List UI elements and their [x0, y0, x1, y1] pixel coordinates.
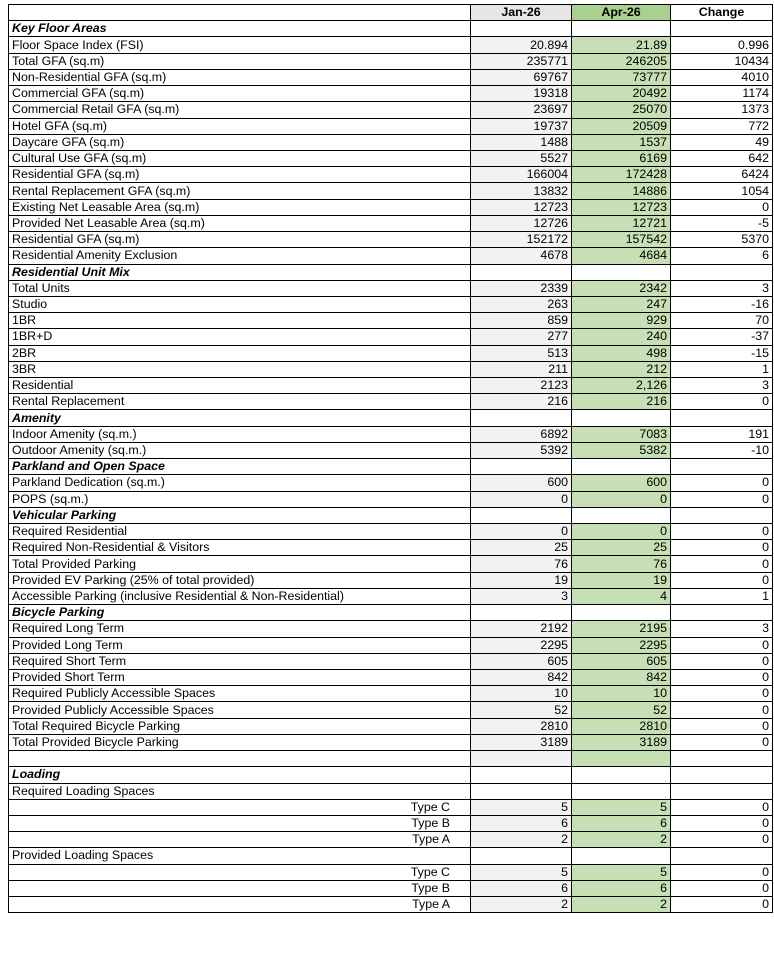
jan-26-value: 600 — [471, 475, 572, 491]
table-row — [9, 475, 773, 491]
change-value: 3 — [671, 621, 773, 637]
change-value: 0 — [671, 199, 773, 215]
apr-26-value: 7083 — [572, 426, 671, 442]
apr-26-value: 25070 — [572, 102, 671, 118]
apr-26-value: 0 — [572, 524, 671, 540]
jan-26-value: 2339 — [471, 280, 572, 296]
jan-26-value: 13832 — [471, 183, 572, 199]
row-label: Provided Publicly Accessible Spaces — [9, 702, 471, 718]
change-value: -5 — [671, 215, 773, 231]
change-value: 1174 — [671, 86, 773, 102]
change-value: -10 — [671, 442, 773, 458]
section-header-row — [9, 767, 773, 783]
jan-26-value: 19737 — [471, 118, 572, 134]
apr-26-value: 605 — [572, 653, 671, 669]
table-row — [9, 69, 773, 85]
apr-26-value: 5382 — [572, 442, 671, 458]
jan-26-value: 23697 — [471, 102, 572, 118]
jan-26-value: 277 — [471, 329, 572, 345]
change-value: 1 — [671, 361, 773, 377]
row-label: Hotel GFA (sq.m) — [9, 118, 471, 134]
table-row — [9, 361, 773, 377]
change-value: 0 — [671, 815, 773, 831]
table-row — [9, 442, 773, 458]
header-label-cell — [9, 5, 471, 21]
row-label: Total Provided Parking — [9, 556, 471, 572]
apr-26-value: 2 — [572, 832, 671, 848]
change-value: 191 — [671, 426, 773, 442]
table-row — [9, 280, 773, 296]
subheading-label: Required Loading Spaces — [9, 783, 471, 799]
table-row — [9, 296, 773, 312]
table-row — [9, 718, 773, 734]
row-label: Type C — [9, 864, 471, 880]
change-value: 0 — [671, 734, 773, 750]
jan-26-value: 19318 — [471, 86, 572, 102]
row-label: Daycare GFA (sq.m) — [9, 134, 471, 150]
row-label: Type C — [9, 799, 471, 815]
apr-26-value: 498 — [572, 345, 671, 361]
table-row — [9, 653, 773, 669]
jan-26-value: 76 — [471, 556, 572, 572]
apr-26-value: 172428 — [572, 167, 671, 183]
jan-26-value: 10 — [471, 686, 572, 702]
jan-26-value: 211 — [471, 361, 572, 377]
header-jan-26: Jan-26 — [471, 5, 572, 21]
change-value: 70 — [671, 313, 773, 329]
table-row — [9, 799, 773, 815]
change-value: 0 — [671, 491, 773, 507]
row-label: Required Short Term — [9, 653, 471, 669]
jan-26-value: 2123 — [471, 378, 572, 394]
change-value: 0 — [671, 880, 773, 896]
row-label: Provided Short Term — [9, 669, 471, 685]
jan-26-value: 513 — [471, 345, 572, 361]
row-label: Type A — [9, 897, 471, 913]
row-label: Rental Replacement GFA (sq.m) — [9, 183, 471, 199]
jan-26-value: 1488 — [471, 134, 572, 150]
change-value: 49 — [671, 134, 773, 150]
table-row — [9, 86, 773, 102]
row-label: Cultural Use GFA (sq.m) — [9, 150, 471, 166]
apr-26-value: 6 — [572, 880, 671, 896]
empty-cell — [671, 507, 773, 523]
section-header-row — [9, 605, 773, 621]
jan-26-value: 2192 — [471, 621, 572, 637]
change-value: 0 — [671, 572, 773, 588]
change-value: 1054 — [671, 183, 773, 199]
table-row — [9, 815, 773, 831]
section-title: Bicycle Parking — [9, 605, 471, 621]
table-row — [9, 53, 773, 69]
apr-26-value: 2342 — [572, 280, 671, 296]
jan-26-value: 6892 — [471, 426, 572, 442]
apr-26-value: 10 — [572, 686, 671, 702]
section-title: Vehicular Parking — [9, 507, 471, 523]
apr-26-value: 212 — [572, 361, 671, 377]
row-label: Residential GFA (sq.m) — [9, 232, 471, 248]
apr-26-value: 5 — [572, 799, 671, 815]
empty-cell — [9, 751, 471, 767]
change-value: 0 — [671, 540, 773, 556]
empty-cell — [471, 751, 572, 767]
empty-cell — [671, 459, 773, 475]
row-label: 3BR — [9, 361, 471, 377]
table-row — [9, 248, 773, 264]
apr-26-value: 216 — [572, 394, 671, 410]
jan-26-value: 235771 — [471, 53, 572, 69]
row-label: Accessible Parking (inclusive Residential & Non-Residential) — [9, 588, 471, 604]
table-body — [9, 5, 773, 913]
jan-26-value: 842 — [471, 669, 572, 685]
change-value: 0 — [671, 653, 773, 669]
jan-26-value: 263 — [471, 296, 572, 312]
change-value: 0 — [671, 637, 773, 653]
comparison-table — [8, 4, 773, 913]
row-label: Required Long Term — [9, 621, 471, 637]
change-value: 0 — [671, 702, 773, 718]
apr-26-value: 6 — [572, 815, 671, 831]
change-value: 5370 — [671, 232, 773, 248]
apr-26-value: 2295 — [572, 637, 671, 653]
row-label: Type A — [9, 832, 471, 848]
empty-cell — [671, 605, 773, 621]
table-row — [9, 864, 773, 880]
table-row — [9, 345, 773, 361]
change-value: 0 — [671, 832, 773, 848]
apr-26-value: 842 — [572, 669, 671, 685]
apr-26-value: 0 — [572, 491, 671, 507]
header-change: Change — [671, 5, 773, 21]
section-header-row — [9, 507, 773, 523]
row-label: Residential Amenity Exclusion — [9, 248, 471, 264]
jan-26-value: 2295 — [471, 637, 572, 653]
section-header-row — [9, 410, 773, 426]
empty-cell — [572, 21, 671, 37]
jan-26-value: 2 — [471, 832, 572, 848]
row-label: Required Publicly Accessible Spaces — [9, 686, 471, 702]
jan-26-value: 3 — [471, 588, 572, 604]
change-value: 0 — [671, 897, 773, 913]
empty-cell — [572, 848, 671, 864]
table-row — [9, 491, 773, 507]
apr-26-value: 12723 — [572, 199, 671, 215]
jan-26-value: 52 — [471, 702, 572, 718]
apr-26-value: 600 — [572, 475, 671, 491]
table-row — [9, 426, 773, 442]
empty-cell — [471, 21, 572, 37]
row-label: Type B — [9, 880, 471, 896]
row-label: Required Residential — [9, 524, 471, 540]
change-value: 0 — [671, 718, 773, 734]
jan-26-value: 5 — [471, 864, 572, 880]
table-row — [9, 378, 773, 394]
row-label: Outdoor Amenity (sq.m.) — [9, 442, 471, 458]
empty-cell — [671, 751, 773, 767]
row-label: Residential GFA (sq.m) — [9, 167, 471, 183]
apr-26-value: 21.89 — [572, 37, 671, 53]
table-row — [9, 702, 773, 718]
apr-26-value: 2195 — [572, 621, 671, 637]
empty-cell — [471, 410, 572, 426]
jan-26-value: 3189 — [471, 734, 572, 750]
change-value: 1 — [671, 588, 773, 604]
jan-26-value: 0 — [471, 491, 572, 507]
apr-26-value: 73777 — [572, 69, 671, 85]
empty-cell — [471, 767, 572, 783]
table-row — [9, 686, 773, 702]
table-row — [9, 313, 773, 329]
table-row — [9, 329, 773, 345]
apr-26-value: 247 — [572, 296, 671, 312]
apr-26-value: 2 — [572, 897, 671, 913]
table-row — [9, 880, 773, 896]
row-label: Indoor Amenity (sq.m.) — [9, 426, 471, 442]
row-label: Provided EV Parking (25% of total provided) — [9, 572, 471, 588]
change-value: 1373 — [671, 102, 773, 118]
subheading-row — [9, 783, 773, 799]
empty-cell — [572, 767, 671, 783]
jan-26-value: 216 — [471, 394, 572, 410]
empty-cell — [572, 507, 671, 523]
apr-26-value: 4 — [572, 588, 671, 604]
empty-cell — [471, 459, 572, 475]
apr-26-value: 20509 — [572, 118, 671, 134]
apr-26-value: 5 — [572, 864, 671, 880]
jan-26-value: 166004 — [471, 167, 572, 183]
row-label: POPS (sq.m.) — [9, 491, 471, 507]
change-value: -37 — [671, 329, 773, 345]
jan-26-value: 5392 — [471, 442, 572, 458]
change-value: 0 — [671, 799, 773, 815]
row-label: 2BR — [9, 345, 471, 361]
jan-26-value: 4678 — [471, 248, 572, 264]
row-label: Total GFA (sq.m) — [9, 53, 471, 69]
empty-cell — [572, 751, 671, 767]
apr-26-value: 25 — [572, 540, 671, 556]
row-label: Floor Space Index (FSI) — [9, 37, 471, 53]
empty-cell — [572, 264, 671, 280]
change-value: 0 — [671, 556, 773, 572]
empty-cell — [671, 410, 773, 426]
table-row — [9, 102, 773, 118]
empty-cell — [671, 848, 773, 864]
table-row — [9, 897, 773, 913]
table-row — [9, 572, 773, 588]
section-title: Parkland and Open Space — [9, 459, 471, 475]
change-value: 0 — [671, 524, 773, 540]
row-label: Commercial GFA (sq.m) — [9, 86, 471, 102]
empty-cell — [572, 783, 671, 799]
blank-row — [9, 751, 773, 767]
apr-26-value: 157542 — [572, 232, 671, 248]
jan-26-value: 20.894 — [471, 37, 572, 53]
row-label: Parkland Dedication (sq.m.) — [9, 475, 471, 491]
table-row — [9, 556, 773, 572]
jan-26-value: 69767 — [471, 69, 572, 85]
change-value: 0 — [671, 864, 773, 880]
jan-26-value: 859 — [471, 313, 572, 329]
jan-26-value: 12726 — [471, 215, 572, 231]
row-label: Existing Net Leasable Area (sq.m) — [9, 199, 471, 215]
jan-26-value: 6 — [471, 880, 572, 896]
change-value: 6424 — [671, 167, 773, 183]
jan-26-value: 2 — [471, 897, 572, 913]
subheading-label: Provided Loading Spaces — [9, 848, 471, 864]
jan-26-value: 5 — [471, 799, 572, 815]
jan-26-value: 19 — [471, 572, 572, 588]
row-label: Provided Net Leasable Area (sq.m) — [9, 215, 471, 231]
jan-26-value: 152172 — [471, 232, 572, 248]
empty-cell — [671, 264, 773, 280]
row-label: Provided Long Term — [9, 637, 471, 653]
row-label: Total Required Bicycle Parking — [9, 718, 471, 734]
apr-26-value: 19 — [572, 572, 671, 588]
jan-26-value: 12723 — [471, 199, 572, 215]
apr-26-value: 6169 — [572, 150, 671, 166]
apr-26-value: 2,126 — [572, 378, 671, 394]
row-label: Required Non-Residential & Visitors — [9, 540, 471, 556]
change-value: 10434 — [671, 53, 773, 69]
apr-26-value: 20492 — [572, 86, 671, 102]
empty-cell — [572, 410, 671, 426]
table-row — [9, 199, 773, 215]
apr-26-value: 52 — [572, 702, 671, 718]
header-row — [9, 5, 773, 21]
jan-26-value: 0 — [471, 524, 572, 540]
change-value: 0 — [671, 394, 773, 410]
jan-26-value: 2810 — [471, 718, 572, 734]
jan-26-value: 6 — [471, 815, 572, 831]
section-title: Loading — [9, 767, 471, 783]
empty-cell — [572, 459, 671, 475]
section-header-row — [9, 21, 773, 37]
section-title: Key Floor Areas — [9, 21, 471, 37]
change-value: 642 — [671, 150, 773, 166]
header-apr-26: Apr-26 — [572, 5, 671, 21]
change-value: 3 — [671, 280, 773, 296]
empty-cell — [471, 264, 572, 280]
change-value: 0 — [671, 475, 773, 491]
empty-cell — [471, 507, 572, 523]
table-row — [9, 232, 773, 248]
jan-26-value: 605 — [471, 653, 572, 669]
table-row — [9, 669, 773, 685]
section-header-row — [9, 264, 773, 280]
table-row — [9, 394, 773, 410]
table-row — [9, 637, 773, 653]
empty-cell — [471, 848, 572, 864]
apr-26-value: 929 — [572, 313, 671, 329]
apr-26-value: 2810 — [572, 718, 671, 734]
change-value: 0.996 — [671, 37, 773, 53]
empty-cell — [572, 605, 671, 621]
table-row — [9, 524, 773, 540]
section-title: Residential Unit Mix — [9, 264, 471, 280]
apr-26-value: 4684 — [572, 248, 671, 264]
apr-26-value: 76 — [572, 556, 671, 572]
apr-26-value: 12721 — [572, 215, 671, 231]
table-row — [9, 734, 773, 750]
table-row — [9, 621, 773, 637]
apr-26-value: 246205 — [572, 53, 671, 69]
change-value: -16 — [671, 296, 773, 312]
table-row — [9, 150, 773, 166]
row-label: 1BR+D — [9, 329, 471, 345]
empty-cell — [671, 783, 773, 799]
change-value: 0 — [671, 669, 773, 685]
table-row — [9, 832, 773, 848]
change-value: 3 — [671, 378, 773, 394]
row-label: Total Provided Bicycle Parking — [9, 734, 471, 750]
row-label: Commercial Retail GFA (sq.m) — [9, 102, 471, 118]
apr-26-value: 1537 — [572, 134, 671, 150]
table-row — [9, 215, 773, 231]
table-row — [9, 37, 773, 53]
empty-cell — [671, 767, 773, 783]
table-row — [9, 118, 773, 134]
row-label: Studio — [9, 296, 471, 312]
change-value: 0 — [671, 686, 773, 702]
change-value: 772 — [671, 118, 773, 134]
row-label: Type B — [9, 815, 471, 831]
apr-26-value: 240 — [572, 329, 671, 345]
row-label: Total Units — [9, 280, 471, 296]
table-row — [9, 588, 773, 604]
subheading-row — [9, 848, 773, 864]
row-label: 1BR — [9, 313, 471, 329]
empty-cell — [671, 21, 773, 37]
row-label: Residential — [9, 378, 471, 394]
table-row — [9, 167, 773, 183]
empty-cell — [471, 605, 572, 621]
row-label: Non-Residential GFA (sq.m) — [9, 69, 471, 85]
table-row — [9, 540, 773, 556]
apr-26-value: 3189 — [572, 734, 671, 750]
change-value: -15 — [671, 345, 773, 361]
jan-26-value: 25 — [471, 540, 572, 556]
table-row — [9, 183, 773, 199]
table-row — [9, 134, 773, 150]
change-value: 4010 — [671, 69, 773, 85]
section-title: Amenity — [9, 410, 471, 426]
change-value: 6 — [671, 248, 773, 264]
apr-26-value: 14886 — [572, 183, 671, 199]
jan-26-value: 5527 — [471, 150, 572, 166]
empty-cell — [471, 783, 572, 799]
section-header-row — [9, 459, 773, 475]
row-label: Rental Replacement — [9, 394, 471, 410]
